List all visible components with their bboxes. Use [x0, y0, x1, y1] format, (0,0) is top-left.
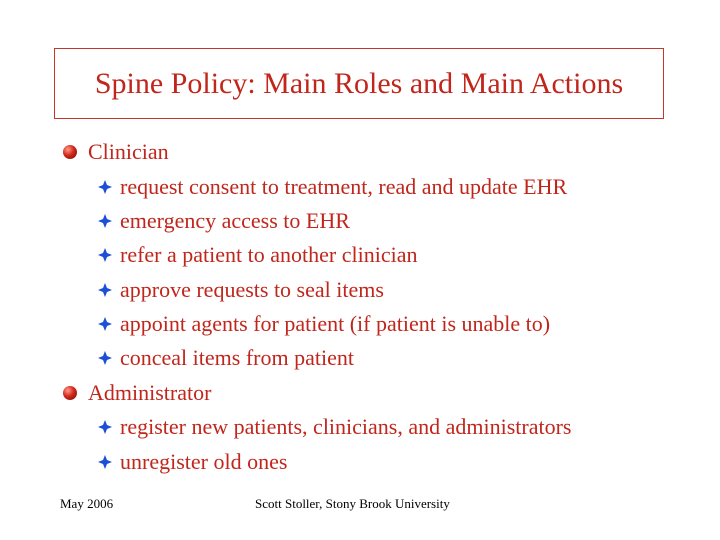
red-sphere-icon: [63, 145, 77, 159]
blue-diamond-icon: [98, 351, 112, 365]
action-item: register new patients, clinicians, and administrators: [120, 414, 572, 439]
action-item: request consent to treatment, read and update EHR: [120, 174, 568, 199]
footer-date: May 2006: [60, 496, 114, 511]
action-item: unregister old ones: [120, 449, 288, 474]
footer-author: Scott Stoller, Stony Brook University: [255, 496, 450, 511]
role-label-administrator: Administrator: [88, 380, 212, 405]
blue-diamond-icon: [98, 420, 112, 434]
action-item: refer a patient to another clinician: [120, 242, 418, 267]
blue-diamond-icon: [98, 283, 112, 297]
role-label-clinician: Clinician: [88, 139, 169, 164]
action-item: appoint agents for patient (if patient is unable to): [120, 311, 551, 336]
action-item: approve requests to seal items: [120, 277, 384, 302]
action-item: emergency access to EHR: [120, 208, 350, 233]
red-sphere-icon: [63, 386, 77, 400]
blue-diamond-icon: [98, 455, 112, 469]
action-item: conceal items from patient: [120, 345, 354, 370]
blue-diamond-icon: [98, 317, 112, 331]
blue-diamond-icon: [98, 248, 112, 262]
blue-diamond-icon: [98, 214, 112, 228]
blue-diamond-icon: [98, 180, 112, 194]
slide-title: Spine Policy: Main Roles and Main Actions: [94, 66, 624, 100]
